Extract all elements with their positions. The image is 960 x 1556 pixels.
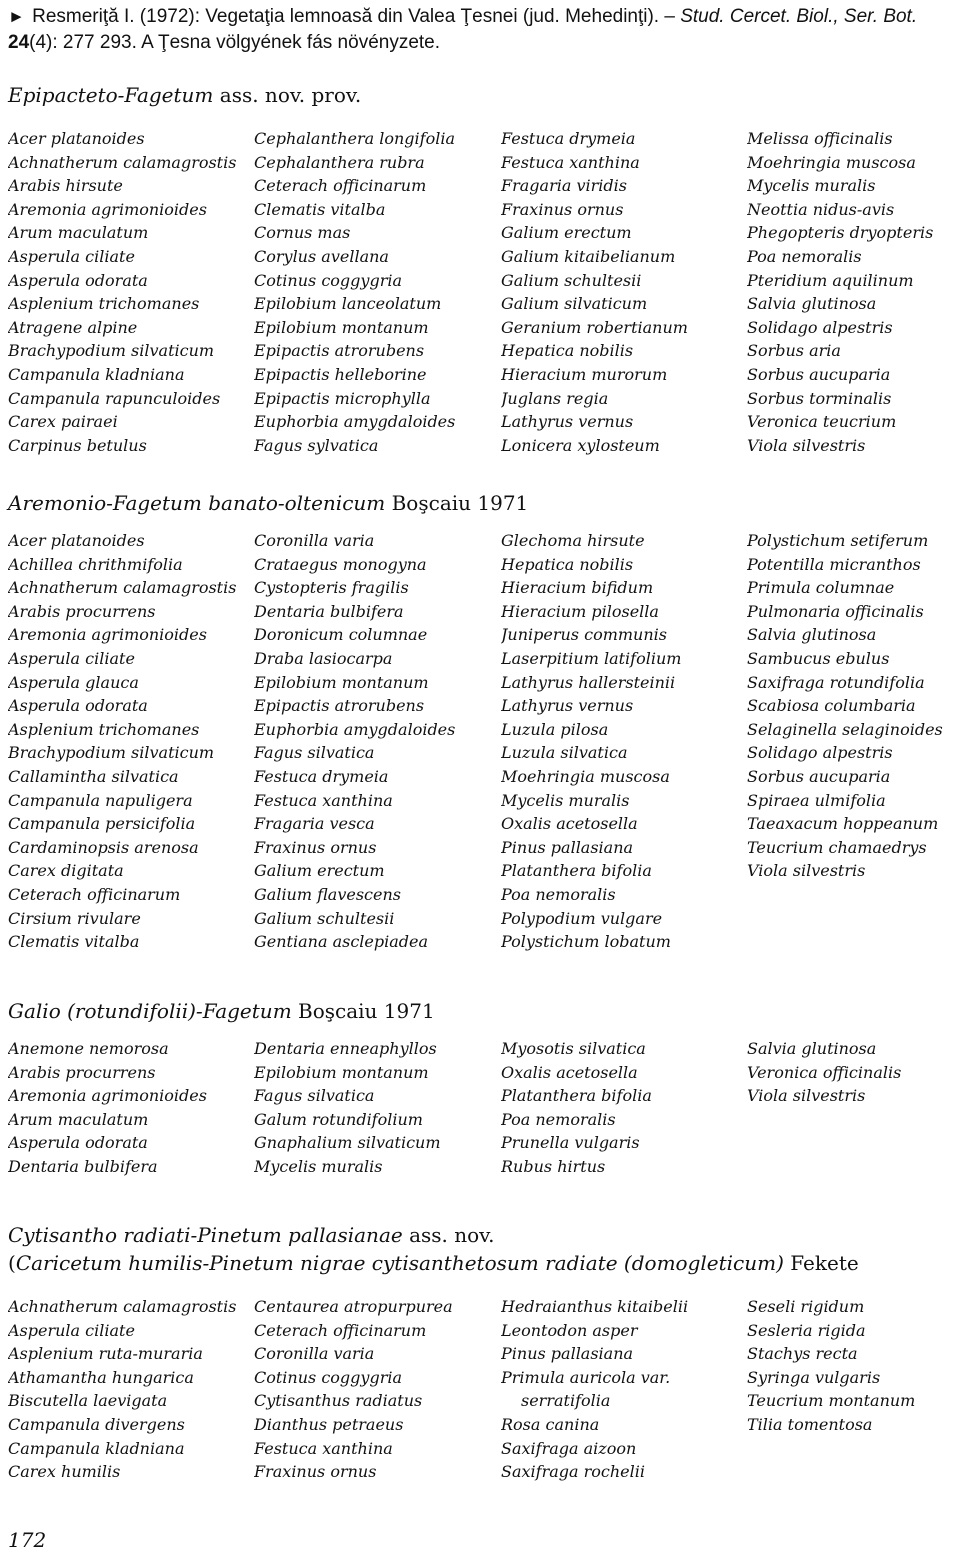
species-name: Tilia tomentosa	[747, 1414, 873, 1434]
section-title-italic: Epipacteto-Fagetum	[8, 83, 214, 107]
species-name: Lathyrus vernus	[501, 696, 634, 716]
reference-volume: 24	[8, 32, 30, 53]
species-name: Galium kitaibelianum	[501, 246, 676, 266]
species-name: Pteridium aquilinum	[747, 270, 914, 290]
species-name: Oxalis acetosella	[501, 814, 638, 834]
species-name: Ceterach officinarum	[254, 176, 427, 196]
species-name: Luzula silvatica	[501, 743, 628, 763]
species-name: Fragaria viridis	[501, 176, 627, 196]
species-name: Fragaria vesca	[254, 814, 375, 834]
species-name: Carex pairaei	[8, 412, 118, 432]
species-name: Asperula glauca	[8, 672, 139, 692]
species-name: Euphorbia amygdaloides	[254, 719, 456, 739]
section-title-italic: Cytisantho radiati-Pinetum pallasianae	[8, 1223, 403, 1247]
species-name: Pulmonaria officinalis	[747, 601, 924, 621]
species-name: Campanula persicifolia	[8, 814, 196, 834]
species-name: Poa nemoralis	[747, 246, 862, 266]
species-name: Cephalanthera rubra	[254, 152, 425, 172]
species-name: Cardaminopsis arenosa	[8, 837, 199, 857]
species-name: Fraxinus ornus	[501, 199, 624, 219]
species-name: Mycelis muralis	[747, 176, 876, 196]
empty-cell	[747, 1460, 954, 1484]
species-name: Dentaria bulbifera	[254, 601, 404, 621]
species-name: Sesleria rigida	[747, 1320, 866, 1340]
species-name: Galium erectum	[254, 861, 385, 881]
section-subtitle-authority: Fekete	[790, 1251, 859, 1275]
species-name: Lathyrus hallersteinii	[501, 672, 676, 692]
reference-journal: Stud. Cercet. Biol., Ser. Bot.	[680, 6, 918, 27]
species-name: Cystopteris fragilis	[254, 578, 409, 598]
species-name: Hepatica nobilis	[501, 554, 634, 574]
empty-cell	[747, 1155, 954, 1179]
section-title-italic: Aremonio-Fagetum banato-oltenicum	[8, 491, 386, 515]
species-name: Campanula rapunculoides	[8, 388, 221, 408]
species-name: Aremonia agrimonioides	[8, 625, 207, 645]
species-name: Acer platanoides	[8, 129, 145, 148]
species-name: Dentaria bulbifera	[8, 1156, 158, 1176]
species-name: Geranium robertianum	[501, 317, 688, 337]
species-name: Salvia glutinosa	[747, 294, 877, 314]
species-name: Asperula ciliate	[8, 246, 135, 266]
species-name: Scabiosa columbaria	[747, 696, 916, 716]
species-name: Arum maculatum	[8, 223, 149, 243]
empty-cell	[747, 883, 954, 907]
species-name: Cornus mas	[254, 223, 351, 243]
species-name: Neottia nidus-avis	[747, 199, 895, 219]
species-name: Festuca xanthina	[501, 152, 640, 172]
species-name: Polystichum setiferum	[747, 531, 929, 550]
species-name: Fraxinus ornus	[254, 1462, 377, 1482]
species-list-3	[8, 1037, 954, 1179]
species-name: Cephalanthera longifolia	[254, 129, 455, 148]
species-name: Arabis procurrens	[8, 601, 156, 621]
species-name: Cotinus coggygria	[254, 1367, 402, 1387]
section-subtitle-italic: Caricetum humilis-Pinetum nigrae cytisanthetosum radiate (domogleticum)	[15, 1251, 784, 1275]
species-name: Polypodium vulgare	[501, 908, 663, 928]
species-name: serratifolia	[521, 1391, 611, 1411]
species-name: Doronicum columnae	[254, 625, 428, 645]
species-list-1	[8, 127, 954, 457]
species-name: Atragene alpine	[8, 317, 138, 337]
species-name: Poa nemoralis	[501, 1109, 616, 1129]
species-name: Arum maculatum	[8, 1109, 149, 1129]
species-name: Epipactis atrorubens	[254, 696, 425, 716]
section-subtitle-4	[8, 1250, 859, 1276]
species-list-2	[8, 529, 954, 954]
species-name: Fraxinus ornus	[254, 837, 377, 857]
section-title-authority: Boşcaiu 1971	[298, 999, 435, 1023]
species-name: Melissa officinalis	[747, 129, 893, 148]
species-name: Viola silvestris	[747, 1086, 866, 1106]
section-title-4	[8, 1222, 494, 1248]
species-name: Campanula napuligera	[8, 790, 193, 810]
species-name: Fagus sylvatica	[254, 435, 379, 455]
species-name: Carex digitata	[8, 861, 124, 881]
species-name: Stachys recta	[747, 1344, 858, 1364]
species-name: Taeaxacum hoppeanum	[747, 814, 939, 834]
species-name: Potentilla micranthos	[747, 554, 921, 574]
species-name: Achnatherum calamagrostis	[8, 1297, 237, 1316]
species-name: Athamantha hungarica	[8, 1367, 194, 1387]
species-name: Fagus silvatica	[254, 743, 375, 763]
species-name: Arabis hirsute	[8, 176, 123, 196]
species-name: Achnatherum calamagrostis	[8, 152, 237, 172]
species-name: Brachypodium silvaticum	[8, 341, 215, 361]
species-name: Clematis vitalba	[8, 932, 140, 952]
species-name: Veronica officinalis	[747, 1062, 902, 1082]
species-name: Moehringia muscosa	[747, 152, 916, 172]
species-name: Dentaria enneaphyllos	[254, 1039, 437, 1058]
species-name: Asperula ciliate	[8, 648, 135, 668]
species-name: Salvia glutinosa	[747, 1039, 877, 1058]
species-name: Sambucus ebulus	[747, 648, 890, 668]
species-name: Poa nemoralis	[501, 884, 616, 904]
section-title-authority: ass. nov.	[409, 1223, 495, 1247]
species-name: Hedraianthus kitaibelii	[501, 1297, 689, 1316]
species-name: Solidago alpestris	[747, 317, 893, 337]
species-name: Galum rotundifolium	[254, 1109, 423, 1129]
species-name: Sorbus aria	[747, 341, 841, 361]
species-name: Dianthus petraeus	[254, 1414, 404, 1434]
species-name: Draba lasiocarpa	[254, 648, 393, 668]
species-name: Juglans regia	[501, 388, 609, 408]
species-name: Primula auricola var.	[501, 1367, 671, 1387]
species-name: Campanula kladniana	[8, 1438, 185, 1458]
species-name: Coronilla varia	[254, 531, 375, 550]
species-name: Carpinus betulus	[8, 435, 147, 455]
species-name: Asperula odorata	[8, 1133, 148, 1153]
species-name: Gentiana asclepiadea	[254, 932, 429, 952]
species-name: Galium erectum	[501, 223, 632, 243]
empty-cell	[747, 1437, 954, 1461]
species-name: Corylus avellana	[254, 246, 389, 266]
species-name: Saxifraga rochelii	[501, 1462, 645, 1482]
empty-cell	[747, 1131, 954, 1155]
species-name: Spiraea ulmifolia	[747, 790, 886, 810]
species-name: Centaurea atropurpurea	[254, 1297, 453, 1316]
species-name: Hepatica nobilis	[501, 341, 634, 361]
species-name: Phegopteris dryopteris	[747, 223, 934, 243]
species-name: Mycelis muralis	[254, 1156, 383, 1176]
species-name: Viola silvestris	[747, 861, 866, 881]
species-name: Galium schultesii	[501, 270, 642, 290]
species-name: Teucrium montanum	[747, 1391, 916, 1411]
species-name: Rosa canina	[501, 1414, 600, 1434]
species-name: Epipactis helleborine	[254, 364, 427, 384]
species-name: Laserpitium latifolium	[501, 648, 682, 668]
species-name: Hieracium murorum	[501, 364, 668, 384]
species-name: Galium silvaticum	[501, 294, 648, 314]
species-name: Epilobium lanceolatum	[254, 294, 442, 314]
species-name: Prunella vulgaris	[501, 1133, 640, 1153]
species-name: Teucrium chamaedrys	[747, 837, 927, 857]
species-name: Platanthera bifolia	[501, 1086, 652, 1106]
species-name: Ceterach officinarum	[8, 884, 181, 904]
species-name: Aremonia agrimonioides	[8, 1086, 207, 1106]
species-name: Salvia glutinosa	[747, 625, 877, 645]
species-name: Epipactis atrorubens	[254, 341, 425, 361]
species-name: Festuca drymeia	[254, 766, 389, 786]
empty-cell	[747, 907, 954, 931]
species-name: Crataegus monogyna	[254, 554, 427, 574]
species-name: Euphorbia amygdaloides	[254, 412, 456, 432]
species-name: Sorbus torminalis	[747, 388, 892, 408]
reference-pages: (4): 277 293. A Ţesna völgyének fás növényzete.	[29, 32, 441, 53]
species-name: Acer platanoides	[8, 531, 145, 550]
species-name: Cytisanthus radiatus	[254, 1391, 423, 1411]
species-list-4	[8, 1295, 954, 1484]
subtitle-paren: (	[8, 1251, 16, 1275]
species-name: Festuca xanthina	[254, 1438, 393, 1458]
species-name: Myosotis silvatica	[501, 1039, 646, 1058]
species-name: Mycelis muralis	[501, 790, 630, 810]
species-name: Brachypodium silvaticum	[8, 743, 215, 763]
species-name: Festuca xanthina	[254, 790, 393, 810]
species-name: Juniperus communis	[501, 625, 667, 645]
section-title-italic: Galio (rotundifolii)-Fagetum	[8, 999, 292, 1023]
species-name: Achnatherum calamagrostis	[8, 578, 237, 598]
reference-text: Resmeriţă I. (1972): Vegetaţia lemnoasă din Valea Ţesnei (jud. Mehedinţi). –	[32, 6, 675, 27]
species-name: Saxifraga rotundifolia	[747, 672, 925, 692]
species-name: Cotinus coggygria	[254, 270, 402, 290]
species-name: Cirsium rivulare	[8, 908, 141, 928]
species-name: Festuca drymeia	[501, 129, 636, 148]
species-name: Asperula odorata	[8, 270, 148, 290]
species-name: Saxifraga aizoon	[501, 1438, 637, 1458]
section-title-3	[8, 998, 435, 1024]
species-name: Coronilla varia	[254, 1344, 375, 1364]
species-name: Lathyrus vernus	[501, 412, 634, 432]
species-name: Ceterach officinarum	[254, 1320, 427, 1340]
empty-cell	[747, 930, 954, 954]
section-title-1	[8, 82, 361, 108]
species-name: Solidago alpestris	[747, 743, 893, 763]
species-name: Moehringia muscosa	[501, 766, 670, 786]
species-name: Epilobium montanum	[254, 1062, 429, 1082]
species-name: Platanthera bifolia	[501, 861, 652, 881]
species-name: Asperula ciliate	[8, 1320, 135, 1340]
species-name: Aremonia agrimonioides	[8, 199, 207, 219]
page-number: 172	[8, 1528, 47, 1552]
empty-cell	[747, 1108, 954, 1132]
species-name: Asplenium ruta-muraria	[8, 1344, 203, 1364]
species-name: Asplenium trichomanes	[8, 294, 200, 314]
reference-citation	[8, 4, 953, 56]
species-name: Galium flavescens	[254, 884, 401, 904]
species-name: Clematis vitalba	[254, 199, 386, 219]
species-name: Carex humilis	[8, 1462, 121, 1482]
species-name: Asperula odorata	[8, 696, 148, 716]
species-name: Hieracium bifidum	[501, 578, 654, 598]
species-name: Polystichum lobatum	[501, 932, 671, 952]
species-name: Leontodon asper	[501, 1320, 638, 1340]
species-name: Arabis procurrens	[8, 1062, 156, 1082]
species-name: Primula columnae	[747, 578, 895, 598]
species-name: Viola silvestris	[747, 435, 866, 455]
species-name: Pinus pallasiana	[501, 837, 634, 857]
species-name: Biscutella laevigata	[8, 1391, 168, 1411]
species-name: Sorbus aucuparia	[747, 364, 891, 384]
species-name: Epilobium montanum	[254, 317, 429, 337]
species-name: Gnaphalium silvaticum	[254, 1133, 441, 1153]
section-title-2	[8, 490, 528, 516]
species-name: Callamintha silvatica	[8, 766, 179, 786]
arrow-marker-icon: ►	[8, 7, 25, 26]
species-name: Asplenium trichomanes	[8, 719, 200, 739]
species-name: Luzula pilosa	[501, 719, 609, 739]
species-name: Sorbus aucuparia	[747, 766, 891, 786]
species-name: Rubus hirtus	[501, 1156, 606, 1176]
species-name: Anemone nemorosa	[8, 1039, 169, 1058]
section-title-authority: ass. nov. prov.	[219, 83, 362, 107]
species-name: Seseli rigidum	[747, 1297, 865, 1316]
species-name: Oxalis acetosella	[501, 1062, 638, 1082]
species-name: Syringa vulgaris	[747, 1367, 881, 1387]
species-name: Veronica teucrium	[747, 412, 897, 432]
species-name: Epilobium montanum	[254, 672, 429, 692]
species-name: Glechoma hirsute	[501, 531, 645, 550]
species-name: Achillea chrithmifolia	[8, 554, 183, 574]
species-name: Pinus pallasiana	[501, 1344, 634, 1364]
section-title-authority: Boşcaiu 1971	[391, 491, 529, 515]
species-name: Selaginella selaginoides	[747, 719, 943, 739]
species-name: Campanula kladniana	[8, 364, 185, 384]
species-name: Galium schultesii	[254, 908, 395, 928]
species-name: Campanula divergens	[8, 1414, 185, 1434]
species-name: Hieracium pilosella	[501, 601, 659, 621]
species-name: Fagus silvatica	[254, 1086, 375, 1106]
species-name: Epipactis microphylla	[254, 388, 431, 408]
species-name: Lonicera xylosteum	[501, 435, 660, 455]
